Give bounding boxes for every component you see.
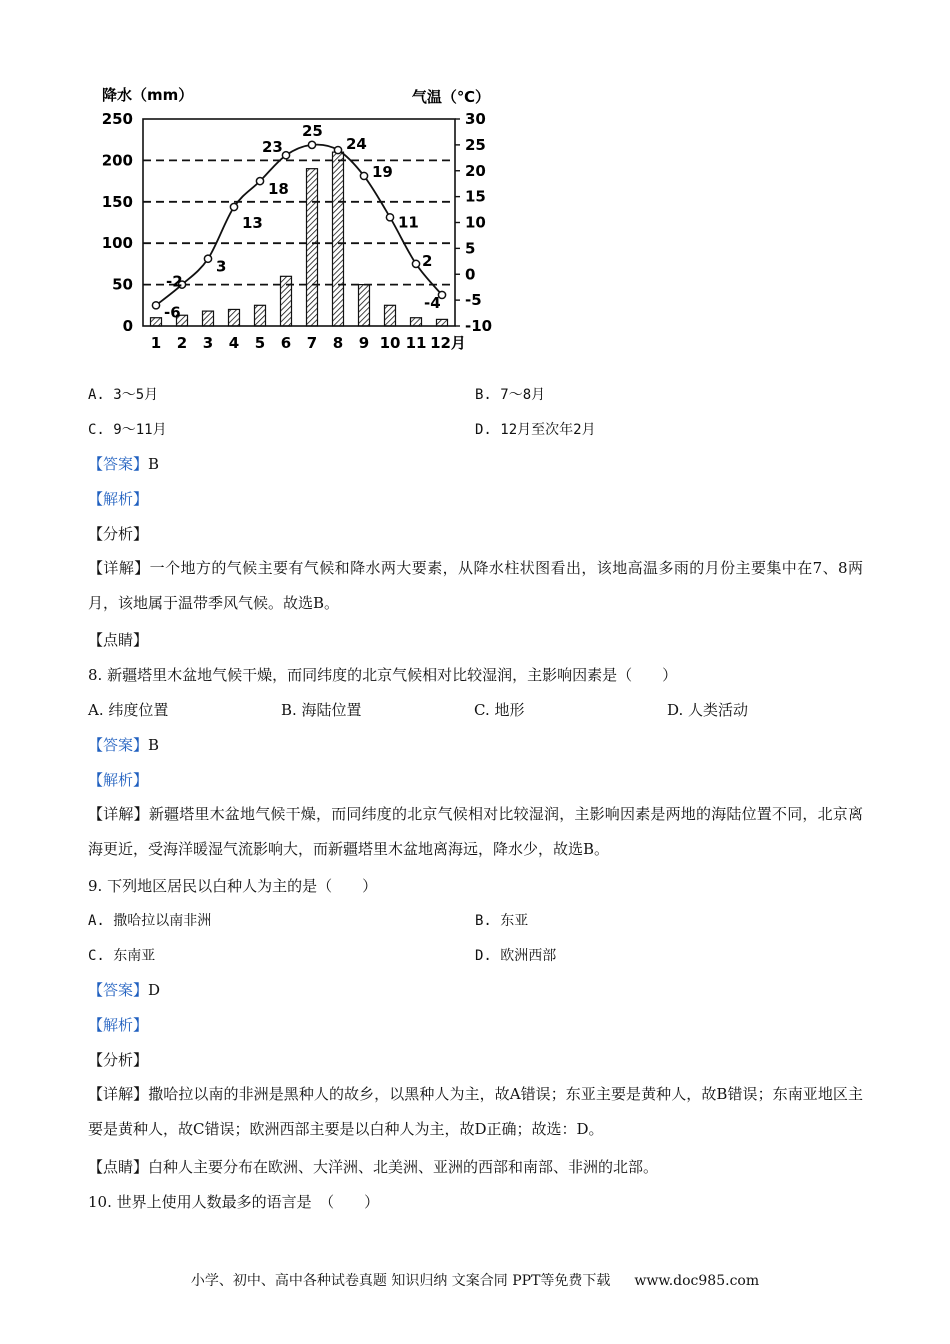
precip-tick-label: 100 <box>101 234 133 253</box>
answer-value: B <box>148 455 160 473</box>
q9-option-d: D. 欧洲西部 <box>475 948 557 964</box>
footer-text: 小学、初中、高中各种试卷真题 知识归纳 文案合同 PPT等免费下载 <box>190 1273 611 1289</box>
q8-option-d: D. 人类活动 <box>667 701 749 719</box>
month-label: 8 <box>332 334 344 352</box>
temperature-point <box>152 302 159 309</box>
temperature-point <box>386 214 393 221</box>
precip-bar <box>203 311 214 326</box>
q9-question: 9. 下列地区居民以白种人为主的是（ ） <box>88 877 378 895</box>
temperature-label: 2 <box>422 251 433 270</box>
precip-bar <box>385 305 396 326</box>
precip-bar <box>281 276 292 326</box>
q10-question: 10. 世界上使用人数最多的语言是 （ ） <box>88 1193 380 1211</box>
temp-tick-label: -10 <box>465 317 493 335</box>
month-label: 11 <box>405 334 427 352</box>
month-label: 10 <box>379 334 401 352</box>
answer-value: D <box>148 981 161 999</box>
temperature-point <box>412 260 419 267</box>
q8-detail <box>88 797 863 867</box>
temperature-label: 24 <box>346 135 367 154</box>
precip-tick-label: 200 <box>101 151 133 170</box>
q9-option-a: A. 撒哈拉以南非洲 <box>88 913 212 929</box>
q9-fenxi-tag: 【分析】 <box>88 1051 149 1069</box>
q8-options <box>88 700 860 720</box>
q7-analysis-tag: 【解析】 <box>88 490 149 508</box>
climate-chart <box>98 80 508 360</box>
precip-tick-label: 0 <box>122 317 133 335</box>
temperature-label: -6 <box>164 303 181 322</box>
q7-detail <box>88 551 863 621</box>
month-label: 4 <box>228 334 240 352</box>
month-label: 6 <box>280 334 292 352</box>
temperature-point <box>256 178 263 185</box>
month-label: 5 <box>254 334 266 352</box>
precip-bar <box>333 152 344 326</box>
temperature-point <box>204 255 211 262</box>
temperature-point <box>308 141 315 148</box>
q9-analysis-tag: 【解析】 <box>88 1016 149 1034</box>
month-label: 3 <box>202 334 214 352</box>
month-label: 12月 <box>430 334 466 352</box>
dianjing-tag: 【点睛】 <box>88 1158 149 1176</box>
q7-answer <box>88 454 159 474</box>
month-label: 1 <box>150 334 162 352</box>
detail-text: 新疆塔里木盆地气候干燥，而同纬度的北京气候相对比较湿润，主影响因素是两地的海陆位置不同，北京离海更近，受海洋暖湿气流影响大，而新疆塔里木盆地离海远，降水少，故选B。 <box>88 805 863 858</box>
temp-axis-title: 气温（℃） <box>411 88 490 106</box>
precip-bar <box>255 305 266 326</box>
temperature-point <box>282 152 289 159</box>
q9-dianjing <box>88 1150 863 1185</box>
q7-option-c: C. 9～11月 <box>88 422 167 438</box>
precip-bar <box>411 318 422 326</box>
temp-tick-label: 0 <box>465 265 476 284</box>
q7-option-d: D. 12月至次年2月 <box>475 422 596 438</box>
climate-chart-svg <box>98 80 508 360</box>
precip-axis-title: 降水（mm） <box>102 86 194 104</box>
temperature-label: -2 <box>166 272 183 291</box>
page-footer <box>0 1270 950 1290</box>
temperature-label: 13 <box>242 213 263 232</box>
q8-option-a: A. 纬度位置 <box>88 701 169 719</box>
temperature-label: 11 <box>398 213 419 232</box>
temperature-label: 25 <box>302 121 323 140</box>
q8-option-c: C. 地形 <box>474 701 525 719</box>
footer-url[interactable]: www.doc985.com <box>634 1273 760 1289</box>
month-label: 9 <box>358 334 370 352</box>
temperature-label: 3 <box>216 257 227 276</box>
month-label: 7 <box>306 334 318 352</box>
q8-option-b: B. 海陆位置 <box>281 701 362 719</box>
precip-bar <box>151 318 162 326</box>
detail-tag: 【详解】 <box>88 1085 149 1103</box>
q9-option-b: B. 东亚 <box>475 913 529 929</box>
q7-fenxi-tag: 【分析】 <box>88 525 149 543</box>
precip-bar <box>437 319 448 326</box>
temp-tick-label: 5 <box>465 239 476 258</box>
answer-tag: 【答案】 <box>88 455 149 473</box>
temp-tick-label: 30 <box>465 110 486 128</box>
answer-tag: 【答案】 <box>88 981 149 999</box>
temperature-point <box>230 203 237 210</box>
precip-tick-label: 250 <box>101 110 133 128</box>
precip-tick-label: 150 <box>101 192 133 211</box>
temperature-label: 18 <box>268 180 289 199</box>
precip-bar <box>359 285 370 326</box>
q9-answer <box>88 980 160 1000</box>
temp-tick-label: 25 <box>465 135 486 154</box>
answer-tag: 【答案】 <box>88 736 149 754</box>
month-label: 2 <box>176 334 188 352</box>
temperature-point <box>334 146 341 153</box>
temperature-label: 19 <box>372 162 393 181</box>
temperature-label: -4 <box>424 293 441 312</box>
temp-tick-label: 20 <box>465 161 486 180</box>
temp-tick-label: -5 <box>465 291 482 310</box>
temperature-point <box>360 172 367 179</box>
answer-value: B <box>148 736 160 754</box>
q9-detail <box>88 1077 863 1147</box>
temp-tick-label: 15 <box>465 187 486 206</box>
temperature-label: 23 <box>262 138 283 157</box>
temp-tick-label: 10 <box>465 213 486 232</box>
q9-option-c: C. 东南亚 <box>88 948 156 964</box>
detail-text: 一个地方的气候主要有气候和降水两大要素，从降水柱状图看出，该地高温多雨的月份主要集中在7、8两月，该地属于温带季风气候。故选B。 <box>88 559 863 612</box>
dianjing-text: 白种人主要分布在欧洲、大洋洲、北美洲、亚洲的西部和南部、非洲的北部。 <box>148 1158 659 1176</box>
q7-dianjing-tag: 【点睛】 <box>88 631 149 649</box>
q8-question: 8. 新疆塔里木盆地气候干燥，而同纬度的北京气候相对比较湿润，主影响因素是（ ） <box>88 666 678 684</box>
detail-tag: 【详解】 <box>88 559 150 577</box>
detail-text: 撒哈拉以南的非洲是黑种人的故乡，以黑种人为主，故A错误；东亚主要是黄种人，故B错误；东南亚地区主要是黄种人，故C错误；欧洲西部主要是以白种人为主，故D正确；故选：D。 <box>88 1085 863 1138</box>
q7-option-b: B. 7～8月 <box>475 387 546 403</box>
detail-tag: 【详解】 <box>88 805 149 823</box>
q8-answer <box>88 735 159 755</box>
q8-analysis-tag: 【解析】 <box>88 771 149 789</box>
precip-bar <box>229 309 240 326</box>
precip-bar <box>307 169 318 326</box>
precip-tick-label: 50 <box>112 275 133 294</box>
q7-option-a: A. 3～5月 <box>88 387 159 403</box>
